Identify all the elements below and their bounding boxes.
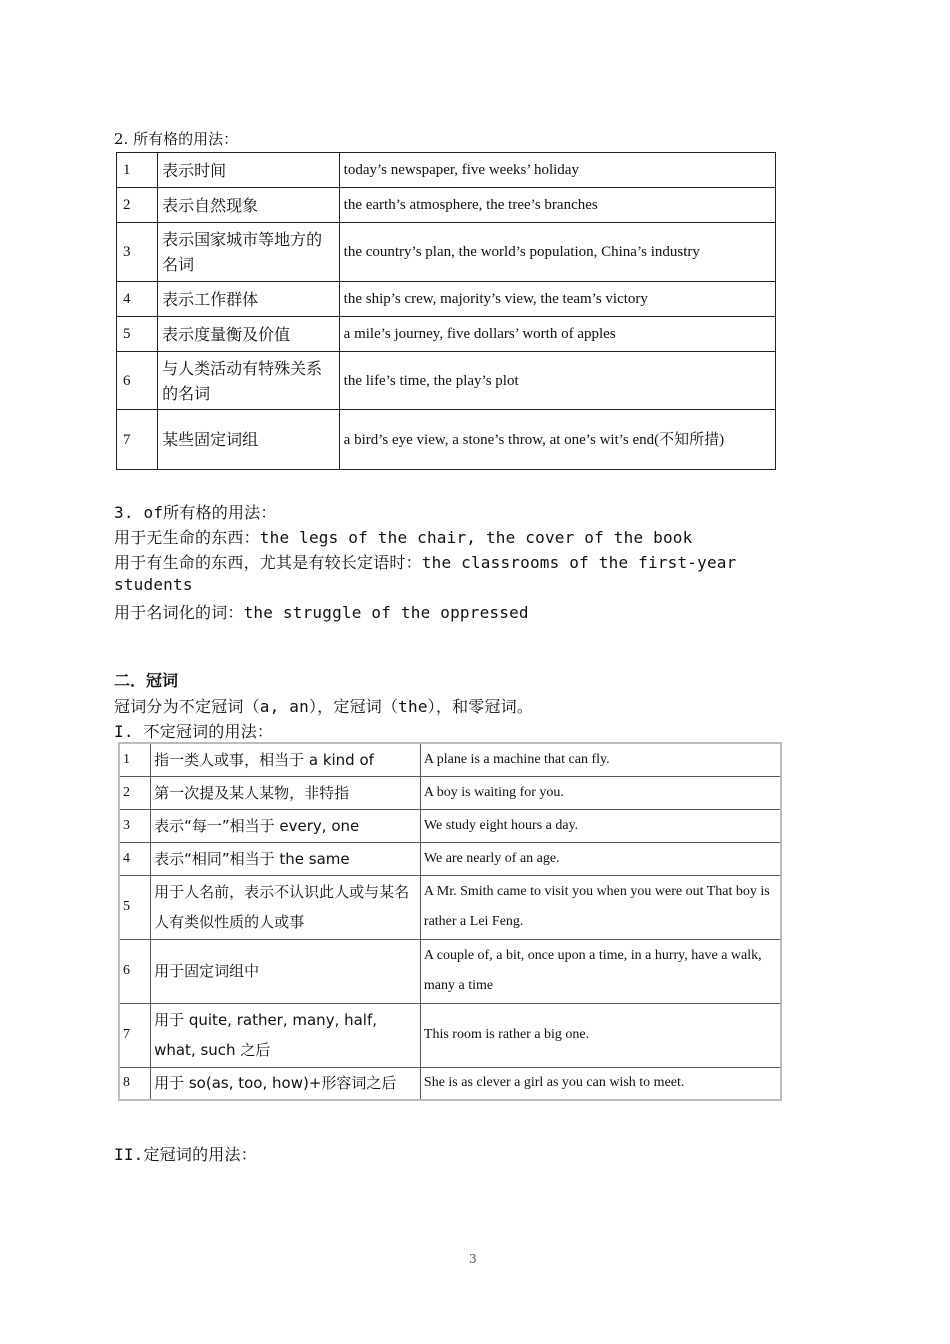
usage-cell: 表示国家城市等地方的名词 — [158, 223, 340, 282]
table-row — [117, 188, 776, 223]
example-cell: We study eight hours a day. — [420, 809, 781, 842]
example-cell: A couple of, a bit, once upon a time, in a hurry, have a walk, many a time — [420, 939, 781, 1003]
usage-cell: 表示自然现象 — [158, 188, 340, 223]
usage-cell: 第一次提及某人某物，非特指 — [151, 776, 421, 809]
example-cell: This room is rather a big one. — [420, 1003, 781, 1067]
row-number: 4 — [117, 282, 158, 317]
usage-cell: 用于 so(as, too, how)+形容词之后 — [151, 1067, 421, 1100]
usage-cell: 与人类活动有特殊关系的名词 — [158, 352, 340, 410]
example-cell: a bird’s eye view, a stone’s throw, at one’s wit’s end(不知所措) — [339, 410, 775, 470]
possessive-title: 2. 所有格的用法： — [114, 130, 239, 148]
section-heading: 二．冠词 — [114, 671, 179, 690]
table-row — [119, 875, 781, 939]
table-row — [119, 776, 781, 809]
article-intro: 冠词分为不定冠词（a, an），定冠词（the），和零冠词。 — [114, 697, 534, 716]
usage-cell: 用于固定词组中 — [151, 939, 421, 1003]
example-cell: A Mr. Smith came to visit you when you were out That boy is rather a Lei Feng. — [420, 875, 781, 939]
example-cell: a mile’s journey, five dollars’ worth of apples — [339, 317, 775, 352]
usage-cell: 表示“每一”相当于 every, one — [151, 809, 421, 842]
usage-cell: 表示工作群体 — [158, 282, 340, 317]
example-cell: We are nearly of an age. — [420, 842, 781, 875]
indefinite-article-table — [118, 742, 782, 1101]
usage-cell: 表示时间 — [158, 153, 340, 188]
row-number: 8 — [119, 1067, 151, 1100]
row-number: 6 — [117, 352, 158, 410]
possessive-table — [116, 152, 776, 470]
table-row — [117, 352, 776, 410]
usage-cell: 表示“相同”相当于 the same — [151, 842, 421, 875]
row-number: 7 — [119, 1003, 151, 1067]
row-number: 7 — [117, 410, 158, 470]
row-number: 3 — [119, 809, 151, 842]
row-number: 4 — [119, 842, 151, 875]
of-possessive-line: 用于名词化的词：the struggle of the oppressed — [114, 603, 529, 622]
row-number: 2 — [119, 776, 151, 809]
row-number: 2 — [117, 188, 158, 223]
table-row — [119, 1003, 781, 1067]
table-row — [119, 1067, 781, 1100]
example-cell: the country’s plan, the world’s population, China’s industry — [339, 223, 775, 282]
table-row — [117, 223, 776, 282]
row-number: 1 — [117, 153, 158, 188]
row-number: 3 — [117, 223, 158, 282]
example-cell: She is as clever a girl as you can wish to meet. — [420, 1067, 781, 1100]
table-row — [119, 809, 781, 842]
row-number: 5 — [119, 875, 151, 939]
row-number: 1 — [119, 743, 151, 776]
table-row — [119, 939, 781, 1003]
example-cell: A boy is waiting for you. — [420, 776, 781, 809]
table-row — [119, 842, 781, 875]
usage-cell: 某些固定词组 — [158, 410, 340, 470]
example-cell: the life’s time, the play’s plot — [339, 352, 775, 410]
usage-cell: 用于人名前，表示不认识此人或与某名人有类似性质的人或事 — [151, 875, 421, 939]
example-cell: the ship’s crew, majority’s view, the team’s victory — [339, 282, 775, 317]
table-row — [117, 153, 776, 188]
page-number: 3 — [469, 1252, 477, 1266]
of-possessive-line: students — [114, 575, 193, 594]
of-possessive-line: 用于无生命的东西：the legs of the chair, the cover of the book — [114, 528, 693, 547]
example-cell: today’s newspaper, five weeks’ holiday — [339, 153, 775, 188]
table-row — [117, 410, 776, 470]
table-row — [117, 317, 776, 352]
definite-article-title: II.定冠词的用法： — [114, 1145, 257, 1164]
usage-cell: 用于 quite, rather, many, half, what, such 之后 — [151, 1003, 421, 1067]
of-possessive-line: 用于有生命的东西，尤其是有较长定语时：the classrooms of the first-year — [114, 553, 737, 572]
example-cell: A plane is a machine that can fly. — [420, 743, 781, 776]
usage-cell: 表示度量衡及价值 — [158, 317, 340, 352]
row-number: 6 — [119, 939, 151, 1003]
row-number: 5 — [117, 317, 158, 352]
example-cell: the earth’s atmosphere, the tree’s branches — [339, 188, 775, 223]
indefinite-article-title: I. 不定冠词的用法： — [114, 722, 274, 741]
table-row — [119, 743, 781, 776]
table-row — [117, 282, 776, 317]
of-possessive-title: 3. of所有格的用法： — [114, 503, 277, 522]
usage-cell: 指一类人或事，相当于 a kind of — [151, 743, 421, 776]
